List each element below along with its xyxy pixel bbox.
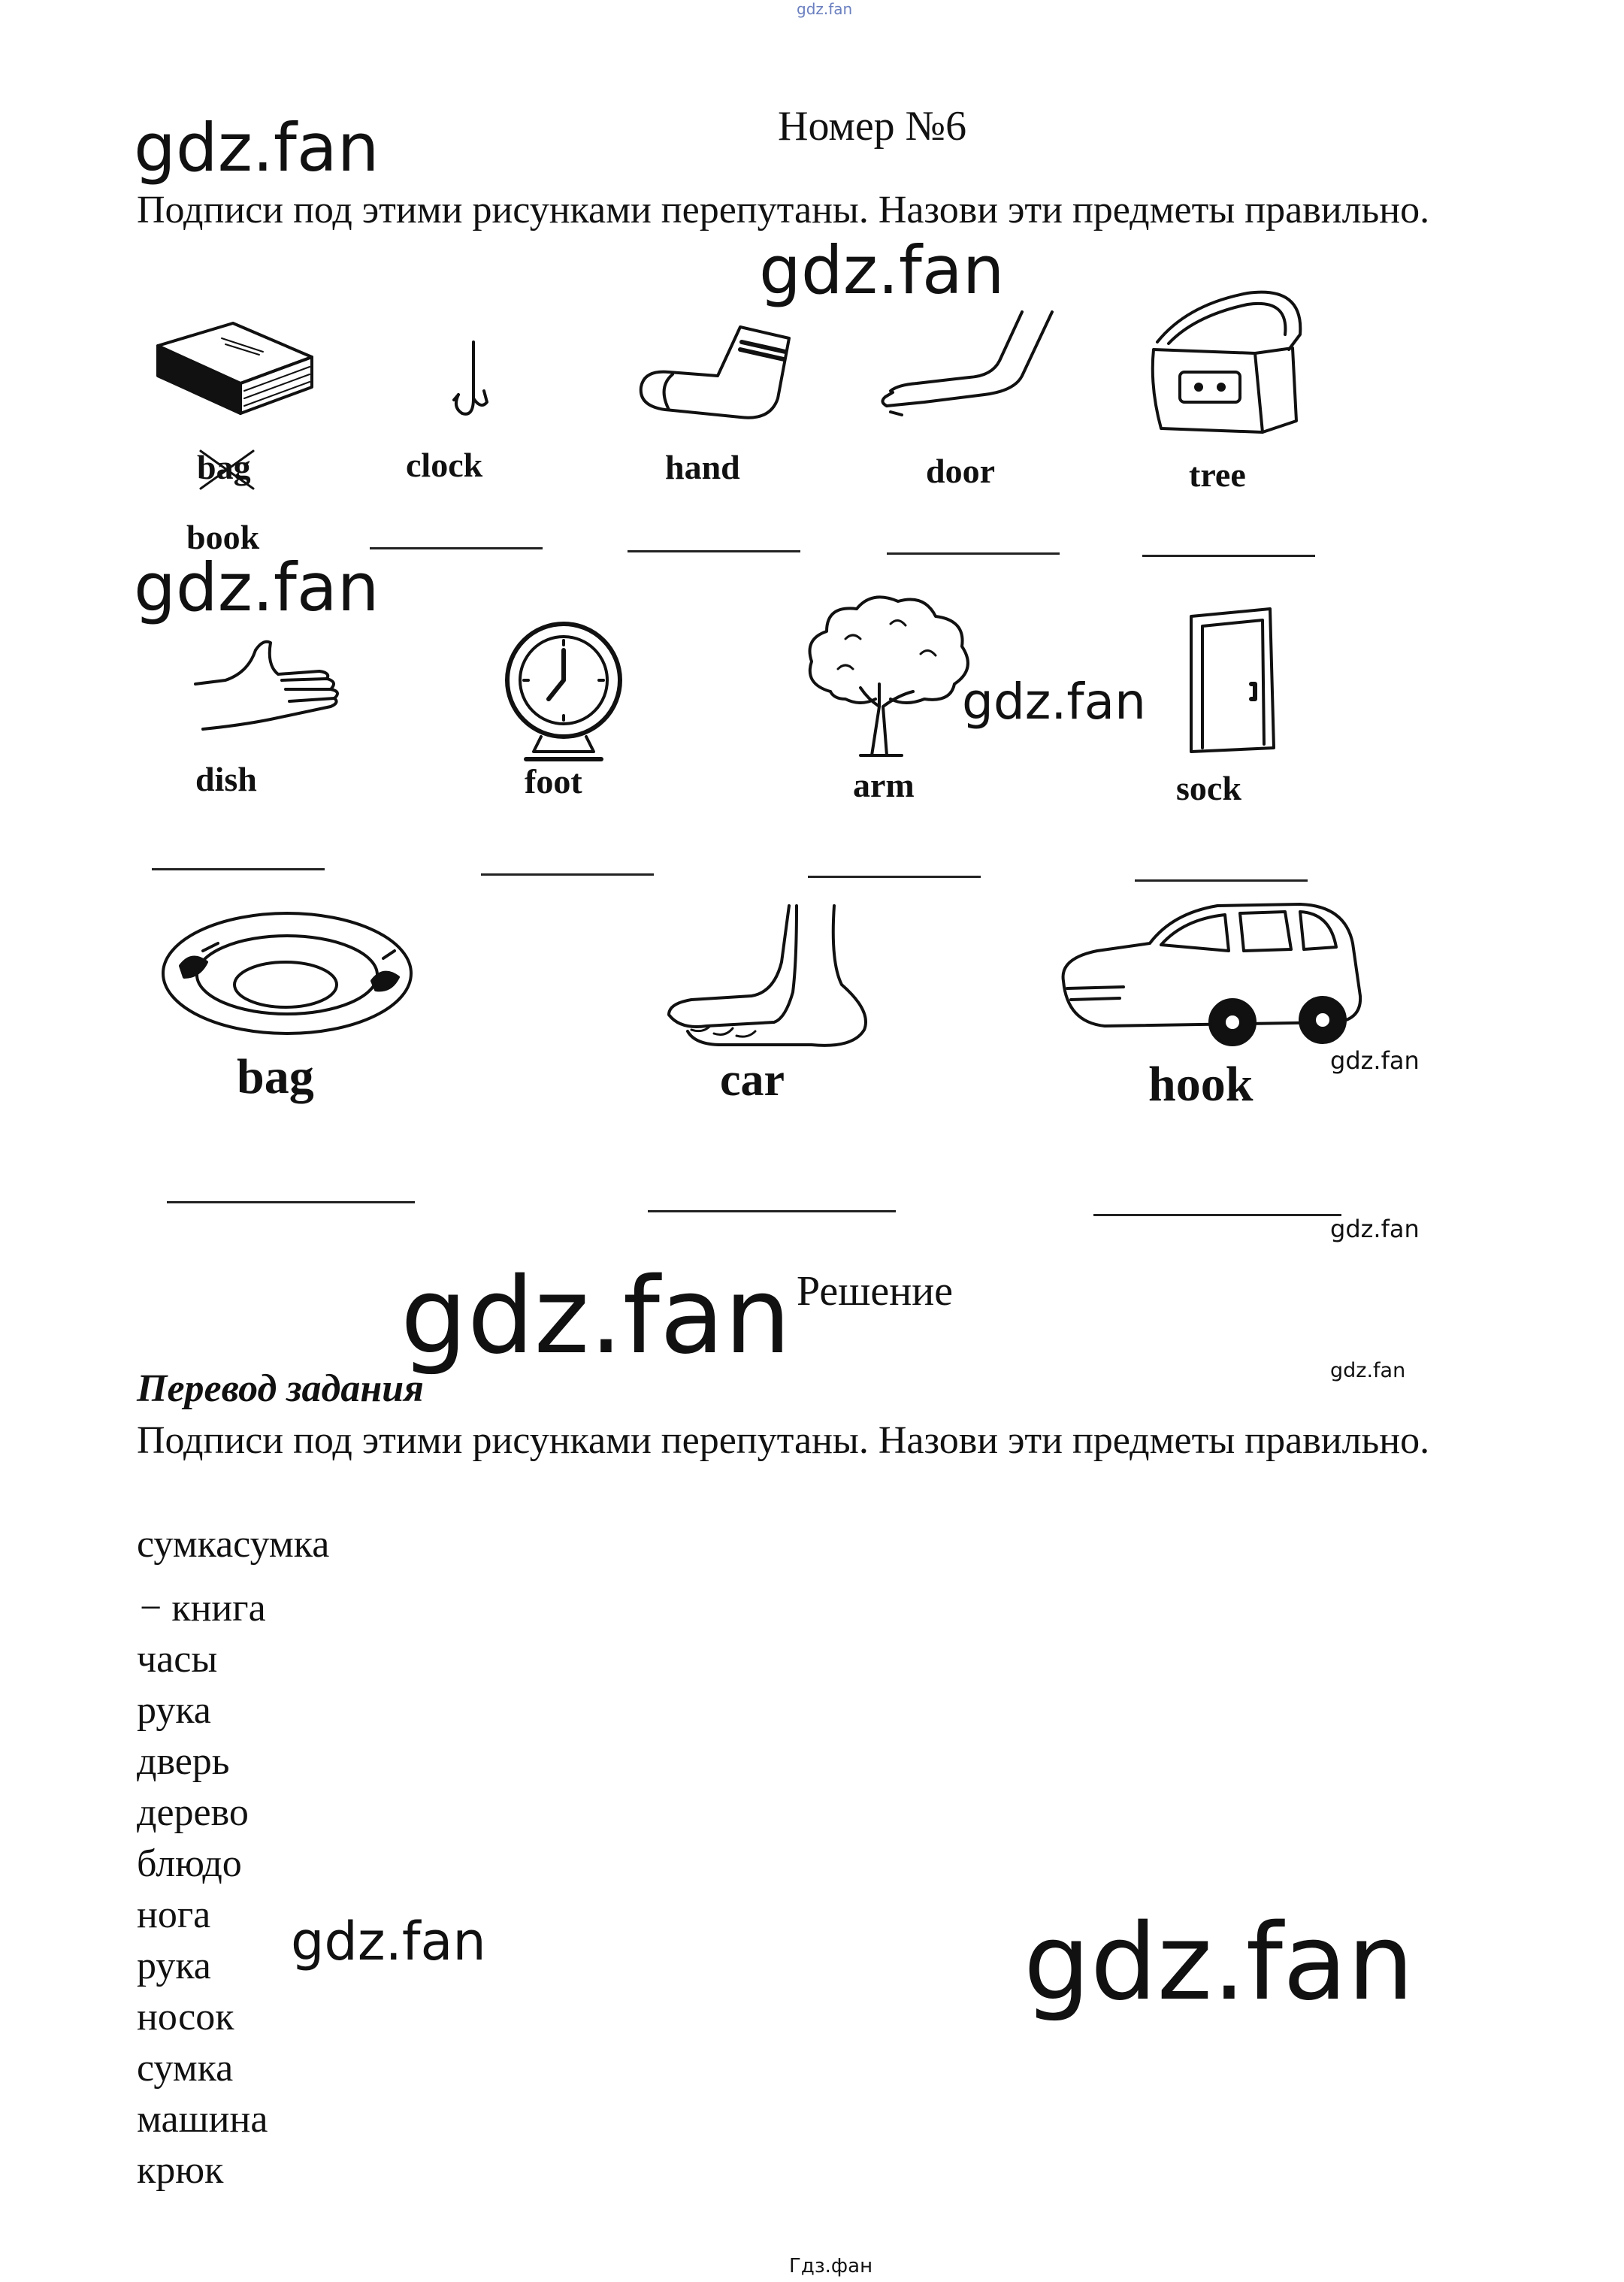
tree-icon [800, 594, 981, 767]
watermark: gdz.fan [1330, 1359, 1406, 1382]
door-icon [1180, 605, 1285, 755]
answer-line [1093, 1214, 1341, 1216]
list-item: блюдо [137, 1842, 242, 1885]
watermark: gdz.fan [759, 232, 1005, 309]
list-item: дверь [137, 1740, 230, 1783]
word-label: tree [1189, 455, 1246, 494]
sock-icon [628, 316, 800, 428]
book-icon [150, 316, 323, 428]
arm-icon [872, 308, 1067, 436]
list-item: крюк [137, 2149, 224, 2192]
answer-line [152, 868, 325, 870]
word-label: hand [665, 448, 740, 486]
watermark-top: gdz.fan [797, 0, 853, 18]
dish-icon [158, 906, 421, 1049]
word-label: door [926, 452, 995, 490]
foot-icon [661, 902, 879, 1052]
task-instruction: Подписи под этими рисунками перепутаны. Назови эти предметы правильно. [137, 189, 1430, 232]
solution-first-line: сумкасумка [137, 1523, 330, 1566]
watermark: gdz.fan [291, 1911, 486, 1972]
solution-heading: Решение [797, 1268, 954, 1315]
cross-out-mark [197, 447, 257, 492]
solution-subheading: Перевод задания [137, 1367, 424, 1410]
word-label: hook [1148, 1057, 1254, 1112]
watermark: gdz.fan [1330, 1215, 1420, 1243]
watermark: gdz.fan [1024, 1902, 1414, 2024]
word-label: car [720, 1055, 785, 1106]
list-item: носок [137, 1996, 234, 2038]
word-label: foot [525, 762, 582, 801]
answer-line [481, 873, 654, 876]
solution-instruction: Подписи под этими рисунками перепутаны. Назови эти предметы правильно. [137, 1419, 1430, 1462]
word-label: clock [406, 446, 483, 484]
hand-icon [180, 635, 346, 733]
watermark: gdz.fan [401, 1255, 791, 1378]
list-item: − книга [140, 1587, 266, 1630]
watermark: gdz.fan [134, 109, 380, 186]
answer-line [370, 547, 543, 549]
word-label: bag [197, 448, 251, 486]
word-label: arm [853, 766, 915, 804]
word-label: sock [1176, 769, 1241, 807]
watermark: gdz.fan [1330, 1046, 1420, 1075]
bag-icon [1142, 289, 1315, 447]
word-label: bag [237, 1049, 314, 1104]
list-item: рука [137, 1689, 211, 1732]
list-item: часы [137, 1638, 218, 1681]
clock-icon [496, 616, 631, 767]
answer-line [1135, 879, 1308, 882]
car-icon [1052, 898, 1368, 1056]
word-label: dish [195, 760, 257, 798]
page-title: Номер №6 [778, 103, 967, 150]
answer-line [167, 1201, 415, 1203]
answer-line [628, 550, 800, 552]
list-item: рука [137, 1945, 211, 1987]
list-item: нога [137, 1893, 211, 1936]
list-item: дерево [137, 1791, 249, 1834]
list-item: сумка [137, 2047, 234, 2090]
answer-text: book [186, 518, 260, 556]
answer-line [887, 552, 1060, 555]
answer-line [648, 1210, 896, 1212]
list-item: машина [137, 2098, 268, 2141]
footer-watermark: Гдз.фан [789, 2255, 873, 2277]
watermark: gdz.fan [134, 549, 380, 626]
answer-line [808, 876, 981, 878]
hook-icon [443, 338, 504, 428]
answer-line [1142, 555, 1315, 557]
watermark: gdz.fan [962, 673, 1146, 731]
